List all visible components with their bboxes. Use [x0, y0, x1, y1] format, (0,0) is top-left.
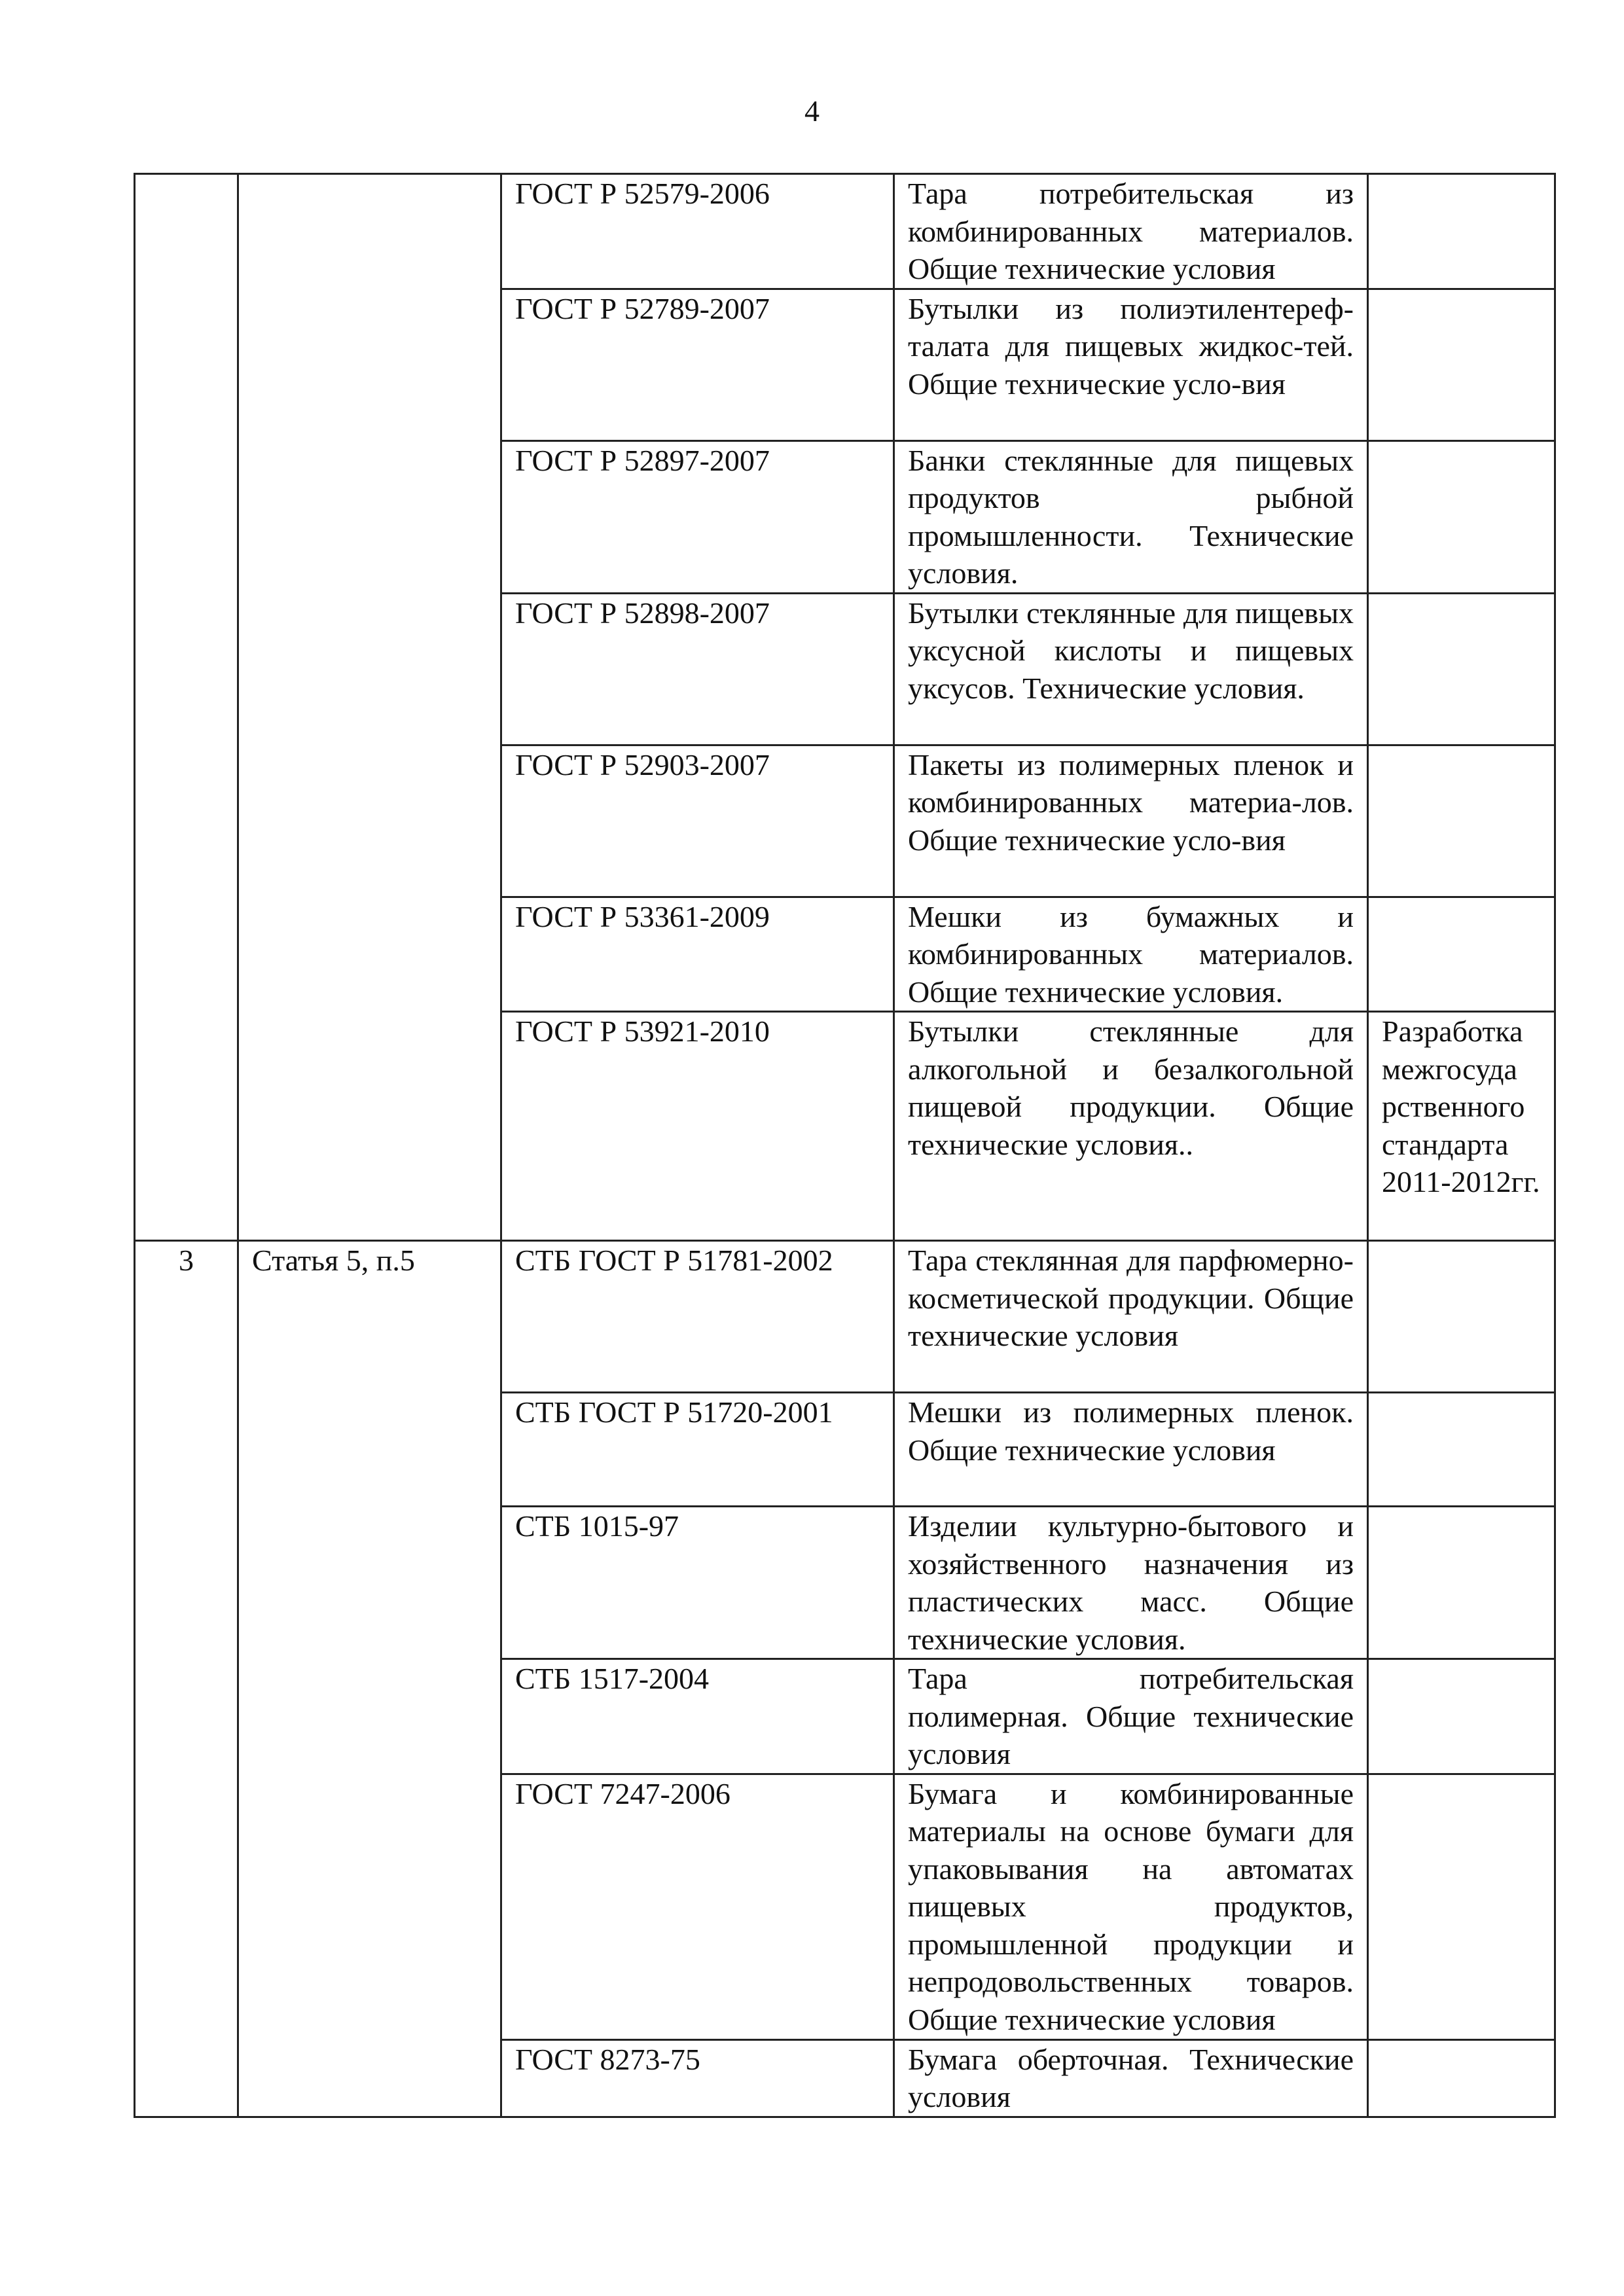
item-number-cell: 3 — [135, 1241, 238, 2117]
note-cell — [1368, 174, 1555, 289]
article-cell: Статья 5, п.5 — [238, 1241, 501, 2117]
standards-table — [134, 173, 1556, 2118]
standard-code: ГОСТ Р 53361-2009 — [501, 897, 894, 1012]
standard-title: Тара потребительская из комбинированных материалов. Общие технические условия — [894, 174, 1368, 289]
standard-title: Пакеты из полимерных пленок и комбинированных материа-лов. Общие технические усло-вия — [894, 745, 1368, 897]
standard-code: СТБ 1517-2004 — [501, 1659, 894, 1774]
standard-code: СТБ ГОСТ Р 51781-2002 — [501, 1241, 894, 1393]
standard-title: Бутылки стеклянные для пищевых уксусной кислоты и пищевых уксусов. Технические условия. — [894, 593, 1368, 745]
standard-code: ГОСТ Р 53921-2010 — [501, 1012, 894, 1241]
note-cell — [1368, 1241, 1555, 1393]
standard-code: СТБ 1015-97 — [501, 1507, 894, 1659]
note-cell — [1368, 1507, 1555, 1659]
standard-title: Тара потребительская полимерная. Общие технические условия — [894, 1659, 1368, 1774]
standard-title: Мешки из бумажных и комбинированных материалов. Общие технические условия. — [894, 897, 1368, 1012]
standard-code: ГОСТ Р 52897-2007 — [501, 440, 894, 593]
standard-code: СТБ ГОСТ Р 51720-2001 — [501, 1393, 894, 1507]
note-cell — [1368, 897, 1555, 1012]
standard-code: ГОСТ Р 52789-2007 — [501, 289, 894, 440]
note-cell — [1368, 745, 1555, 897]
table-row — [135, 174, 1555, 289]
standard-title: Бутылки стеклянные для алкогольной и безалкогольной пищевой продукции. Общие технические условия.. — [894, 1012, 1368, 1241]
note-cell — [1368, 1659, 1555, 1774]
table-row — [135, 1241, 1555, 1393]
note-cell — [1368, 2039, 1555, 2117]
standard-code: ГОСТ 8273-75 — [501, 2039, 894, 2117]
standard-title: Мешки из полимерных пленок. Общие технические условия — [894, 1393, 1368, 1507]
standard-title: Бумага оберточная. Технические условия — [894, 2039, 1368, 2117]
standard-code: ГОСТ Р 52579-2006 — [501, 174, 894, 289]
standard-title: Банки стеклянные для пищевых продуктов рыбной промышленности. Технические условия. — [894, 440, 1368, 593]
note-cell: Разработка межгосуда рственного стандарта 2011-2012гг. — [1368, 1012, 1555, 1241]
standard-title: Тара стеклянная для парфюмерно-косметической продукции. Общие технические условия — [894, 1241, 1368, 1393]
standard-title: Бумага и комбинированные материалы на основе бумаги для упаковывания на автоматах пищевых продуктов, промышленной продукции и непродовольственных товаров. Общие технические условия — [894, 1774, 1368, 2039]
standard-code: ГОСТ Р 52903-2007 — [501, 745, 894, 897]
item-number-cell — [135, 174, 238, 1241]
note-cell — [1368, 593, 1555, 745]
standard-title: Бутылки из полиэтилентереф-талата для пищевых жидкос-тей. Общие технические усло-вия — [894, 289, 1368, 440]
page-number: 4 — [804, 94, 820, 128]
note-cell — [1368, 1774, 1555, 2039]
note-cell — [1368, 289, 1555, 440]
article-cell — [238, 174, 501, 1241]
standard-code: ГОСТ 7247-2006 — [501, 1774, 894, 2039]
standard-title: Изделии культурно-бытового и хозяйственного назначения из пластических масс. Общие технические условия. — [894, 1507, 1368, 1659]
note-cell — [1368, 1393, 1555, 1507]
standard-code: ГОСТ Р 52898-2007 — [501, 593, 894, 745]
note-cell — [1368, 440, 1555, 593]
